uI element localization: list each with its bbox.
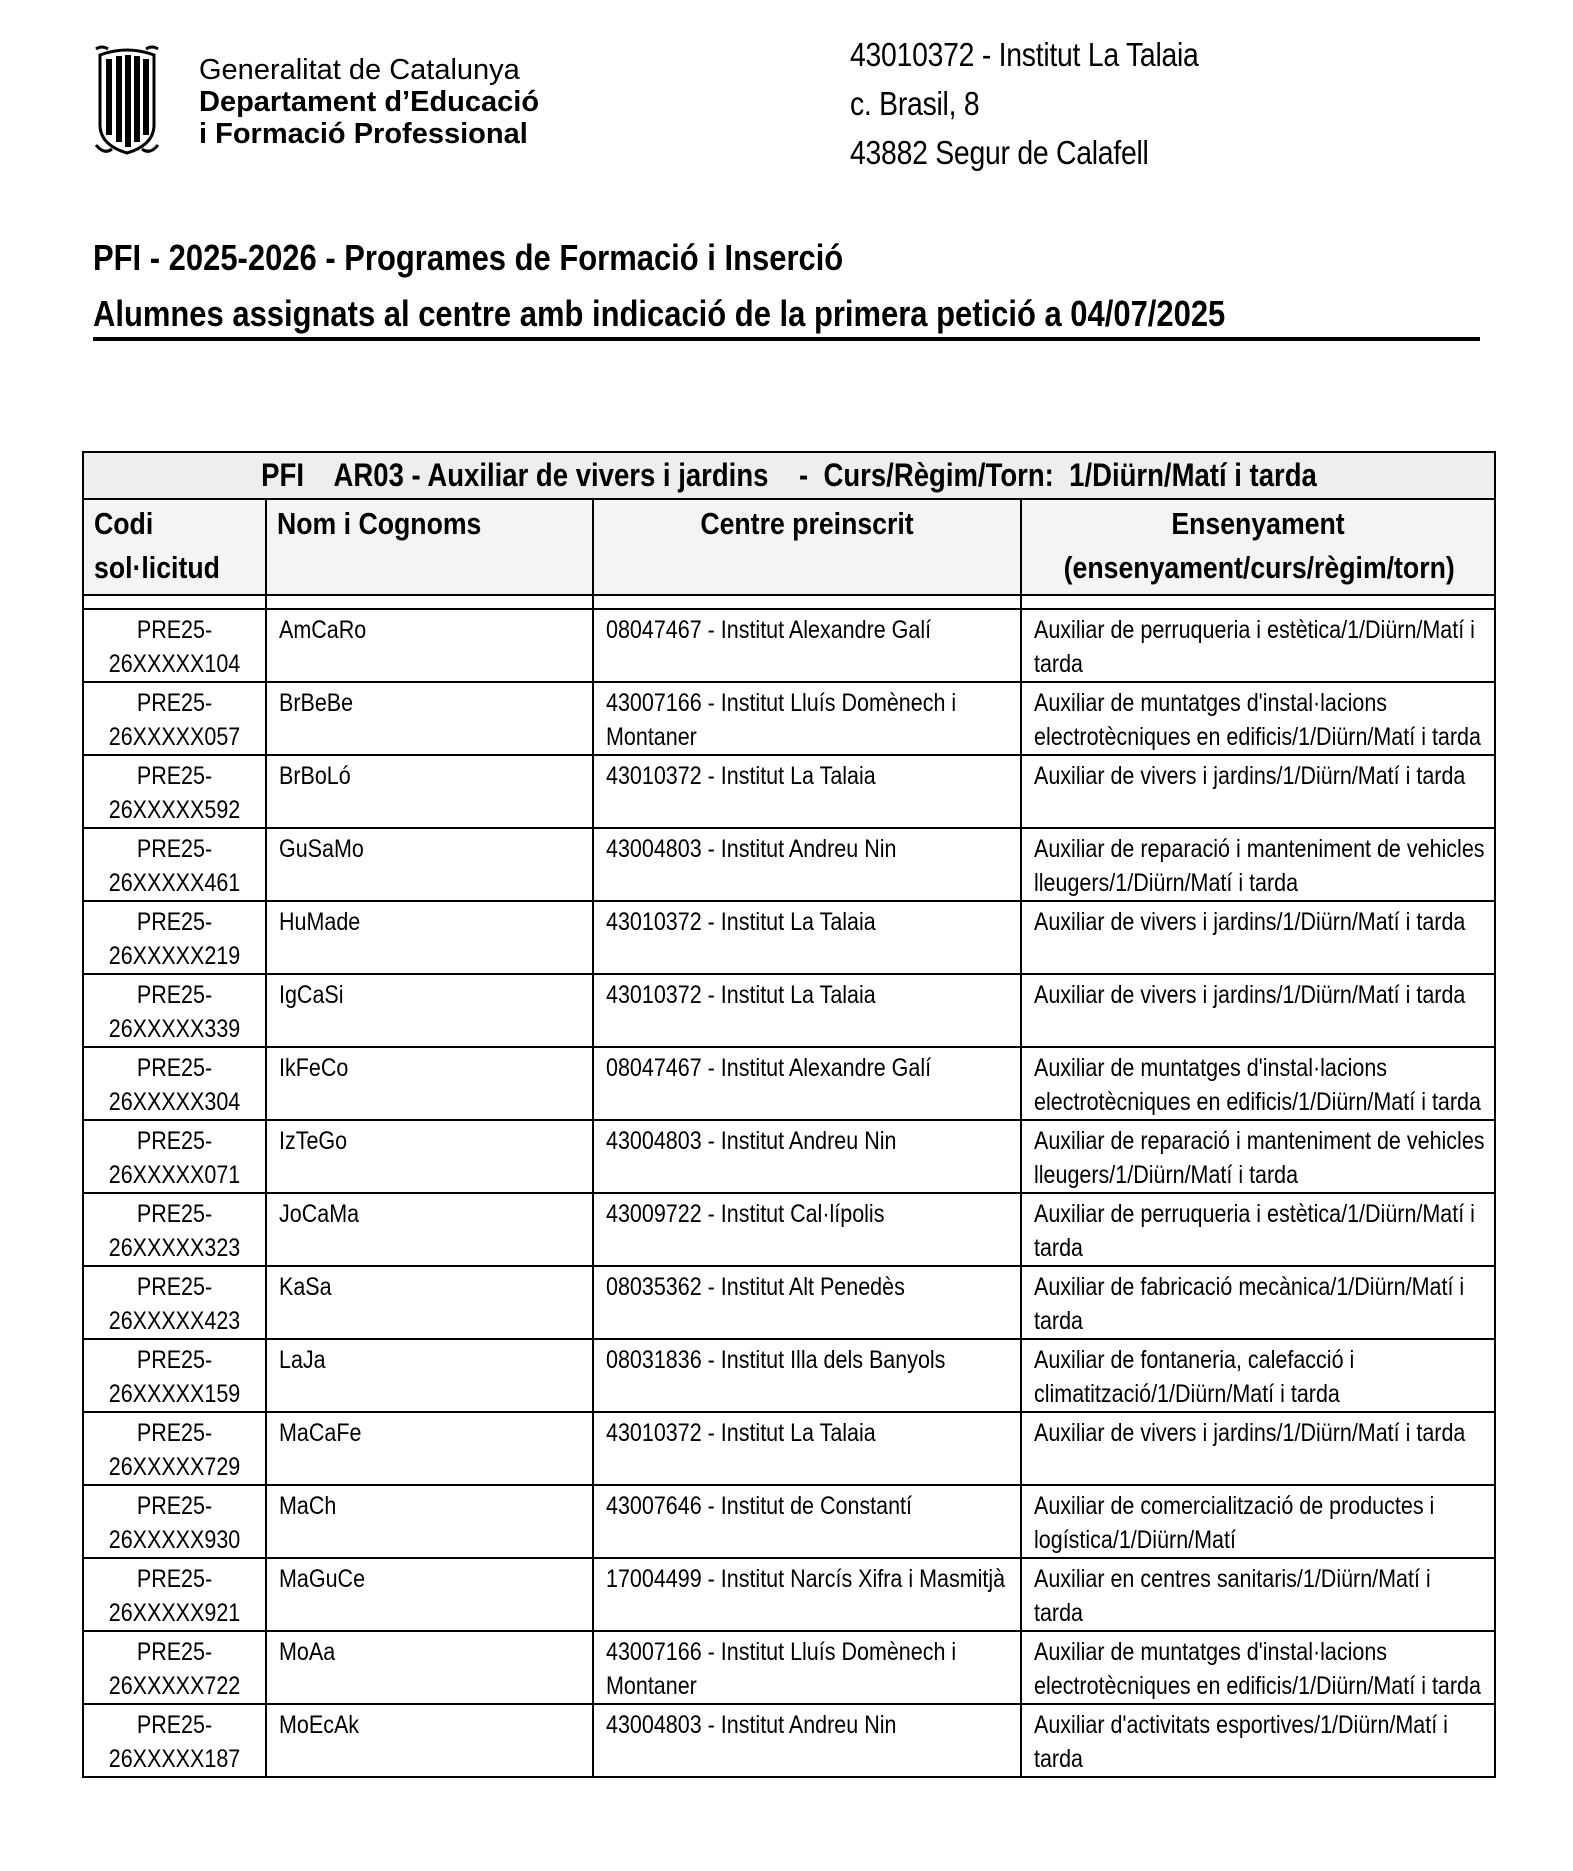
cell-centre: 17004499 - Institut Narcís Xifra i Masmitjà bbox=[593, 1558, 1021, 1631]
cell-nom: LaJa bbox=[266, 1339, 593, 1412]
cell-codi: PRE25- 26XXXXX304 bbox=[83, 1047, 266, 1120]
cell-centre: 08047467 - Institut Alexandre Galí bbox=[593, 1047, 1021, 1120]
cell-nom: BrBoLó bbox=[266, 755, 593, 828]
cell-centre: 43010372 - Institut La Talaia bbox=[593, 1412, 1021, 1485]
cell-nom: HuMade bbox=[266, 901, 593, 974]
table-row bbox=[83, 1412, 1495, 1485]
header-centre: Centre preinscrit bbox=[593, 499, 1021, 595]
document-title bbox=[93, 230, 1225, 342]
cell-centre: 43004803 - Institut Andreu Nin bbox=[593, 1120, 1021, 1193]
cell-codi: PRE25- 26XXXXX461 bbox=[83, 828, 266, 901]
table-row bbox=[83, 1266, 1495, 1339]
cell-ensenyament: Auxiliar d'activitats esportives/1/Diürn/Matí i tarda bbox=[1021, 1704, 1495, 1777]
title-line-1: PFI - 2025-2026 - Programes de Formació i Inserció bbox=[93, 237, 844, 278]
cell-nom: JoCaMa bbox=[266, 1193, 593, 1266]
table-row bbox=[83, 682, 1495, 755]
cell-codi: PRE25- 26XXXXX219 bbox=[83, 901, 266, 974]
cell-codi: PRE25- 26XXXXX592 bbox=[83, 755, 266, 828]
cell-centre: 43007166 - Institut Lluís Domènech i Montaner bbox=[593, 682, 1021, 755]
cell-codi: PRE25- 26XXXXX722 bbox=[83, 1631, 266, 1704]
cell-ensenyament: Auxiliar de reparació i manteniment de vehicles lleugers/1/Diürn/Matí i tarda bbox=[1021, 828, 1495, 901]
organization-name bbox=[199, 54, 539, 150]
students-table bbox=[82, 451, 1496, 1778]
table-row bbox=[83, 974, 1495, 1047]
school-street: c. Brasil, 8 bbox=[850, 85, 980, 122]
cell-nom: MaGuCe bbox=[266, 1558, 593, 1631]
header-nom: Nom i Cognoms bbox=[266, 499, 593, 595]
cell-nom: MaCh bbox=[266, 1485, 593, 1558]
org-line-3: i Formació Professional bbox=[199, 118, 528, 150]
cell-ensenyament: Auxiliar de vivers i jardins/1/Diürn/Matí i tarda bbox=[1021, 901, 1495, 974]
org-line-1: Generalitat de Catalunya bbox=[199, 54, 520, 86]
cell-ensenyament: Auxiliar de vivers i jardins/1/Diürn/Matí i tarda bbox=[1021, 974, 1495, 1047]
cell-nom: IkFeCo bbox=[266, 1047, 593, 1120]
school-name: 43010372 - Institut La Talaia bbox=[850, 36, 1199, 73]
cell-nom: MoEcAk bbox=[266, 1704, 593, 1777]
cell-nom: MaCaFe bbox=[266, 1412, 593, 1485]
cell-centre: 43004803 - Institut Andreu Nin bbox=[593, 828, 1021, 901]
cell-codi: PRE25- 26XXXXX339 bbox=[83, 974, 266, 1047]
cell-centre: 43010372 - Institut La Talaia bbox=[593, 901, 1021, 974]
school-city: 43882 Segur de Calafell bbox=[850, 134, 1149, 171]
cell-codi: PRE25- 26XXXXX057 bbox=[83, 682, 266, 755]
table-row bbox=[83, 901, 1495, 974]
cell-ensenyament: Auxiliar de vivers i jardins/1/Diürn/Matí i tarda bbox=[1021, 755, 1495, 828]
cell-nom: KaSa bbox=[266, 1266, 593, 1339]
table-row bbox=[83, 1047, 1495, 1120]
cell-ensenyament: Auxiliar de muntatges d'instal·lacions electrotècniques en edificis/1/Diürn/Matí i tarda bbox=[1021, 682, 1495, 755]
cell-centre: 43007646 - Institut de Constantí bbox=[593, 1485, 1021, 1558]
cell-nom: IzTeGo bbox=[266, 1120, 593, 1193]
table-row bbox=[83, 1485, 1495, 1558]
table-banner: PFI AR03 - Auxiliar de vivers i jardins - Curs/Règim/Torn: 1/Diürn/Matí i tarda bbox=[83, 452, 1495, 499]
cell-ensenyament: Auxiliar de vivers i jardins/1/Diürn/Matí i tarda bbox=[1021, 1412, 1495, 1485]
cell-nom: AmCaRo bbox=[266, 609, 593, 682]
cell-centre: 08035362 - Institut Alt Penedès bbox=[593, 1266, 1021, 1339]
table-row bbox=[83, 828, 1495, 901]
cell-nom: MoAa bbox=[266, 1631, 593, 1704]
header-gap bbox=[83, 595, 1495, 609]
cell-codi: PRE25- 26XXXXX187 bbox=[83, 1704, 266, 1777]
cell-centre: 08031836 - Institut Illa dels Banyols bbox=[593, 1339, 1021, 1412]
table-row bbox=[83, 1120, 1495, 1193]
cell-codi: PRE25- 26XXXXX423 bbox=[83, 1266, 266, 1339]
cell-centre: 43010372 - Institut La Talaia bbox=[593, 974, 1021, 1047]
table-row bbox=[83, 1631, 1495, 1704]
cell-ensenyament: Auxiliar de reparació i manteniment de vehicles lleugers/1/Diürn/Matí i tarda bbox=[1021, 1120, 1495, 1193]
cell-codi: PRE25- 26XXXXX921 bbox=[83, 1558, 266, 1631]
header-ensenyament: Ensenyament (ensenyament/curs/règim/torn) bbox=[1021, 499, 1495, 595]
cell-ensenyament: Auxiliar de comercialització de productes i logística/1/Diürn/Matí bbox=[1021, 1485, 1495, 1558]
table-banner-row bbox=[83, 452, 1495, 499]
generalitat-shield-icon bbox=[94, 45, 160, 155]
table-row bbox=[83, 1558, 1495, 1631]
org-line-2: Departament d’Educació bbox=[199, 86, 540, 118]
cell-nom: BrBeBe bbox=[266, 682, 593, 755]
cell-centre: 43007166 - Institut Lluís Domènech i Montaner bbox=[593, 1631, 1021, 1704]
cell-ensenyament: Auxiliar de perruqueria i estètica/1/Diürn/Matí i tarda bbox=[1021, 609, 1495, 682]
title-underline bbox=[93, 337, 1480, 341]
cell-nom: IgCaSi bbox=[266, 974, 593, 1047]
header-codi: Codi sol·licitud bbox=[83, 499, 266, 595]
cell-ensenyament: Auxiliar de fabricació mecànica/1/Diürn/Matí i tarda bbox=[1021, 1266, 1495, 1339]
cell-codi: PRE25- 26XXXXX104 bbox=[83, 609, 266, 682]
cell-ensenyament: Auxiliar de fontaneria, calefacció i climatització/1/Diürn/Matí i tarda bbox=[1021, 1339, 1495, 1412]
table-row bbox=[83, 1339, 1495, 1412]
school-address bbox=[850, 30, 1199, 177]
cell-codi: PRE25- 26XXXXX729 bbox=[83, 1412, 266, 1485]
cell-ensenyament: Auxiliar de perruqueria i estètica/1/Diürn/Matí i tarda bbox=[1021, 1193, 1495, 1266]
cell-ensenyament: Auxiliar de muntatges d'instal·lacions electrotècniques en edificis/1/Diürn/Matí i tarda bbox=[1021, 1047, 1495, 1120]
cell-ensenyament: Auxiliar en centres sanitaris/1/Diürn/Matí i tarda bbox=[1021, 1558, 1495, 1631]
cell-codi: PRE25- 26XXXXX930 bbox=[83, 1485, 266, 1558]
cell-centre: 43009722 - Institut Cal·lípolis bbox=[593, 1193, 1021, 1266]
cell-codi: PRE25- 26XXXXX071 bbox=[83, 1120, 266, 1193]
cell-centre: 43004803 - Institut Andreu Nin bbox=[593, 1704, 1021, 1777]
table-header-row bbox=[83, 499, 1495, 595]
table-row bbox=[83, 755, 1495, 828]
cell-centre: 08047467 - Institut Alexandre Galí bbox=[593, 609, 1021, 682]
cell-nom: GuSaMo bbox=[266, 828, 593, 901]
title-line-2: Alumnes assignats al centre amb indicació de la primera petició a 04/07/2025 bbox=[93, 293, 1226, 334]
table-row bbox=[83, 1704, 1495, 1777]
cell-codi: PRE25- 26XXXXX323 bbox=[83, 1193, 266, 1266]
cell-ensenyament: Auxiliar de muntatges d'instal·lacions electrotècniques en edificis/1/Diürn/Matí i tarda bbox=[1021, 1631, 1495, 1704]
table-row bbox=[83, 1193, 1495, 1266]
table-row bbox=[83, 609, 1495, 682]
cell-codi: PRE25- 26XXXXX159 bbox=[83, 1339, 266, 1412]
cell-centre: 43010372 - Institut La Talaia bbox=[593, 755, 1021, 828]
